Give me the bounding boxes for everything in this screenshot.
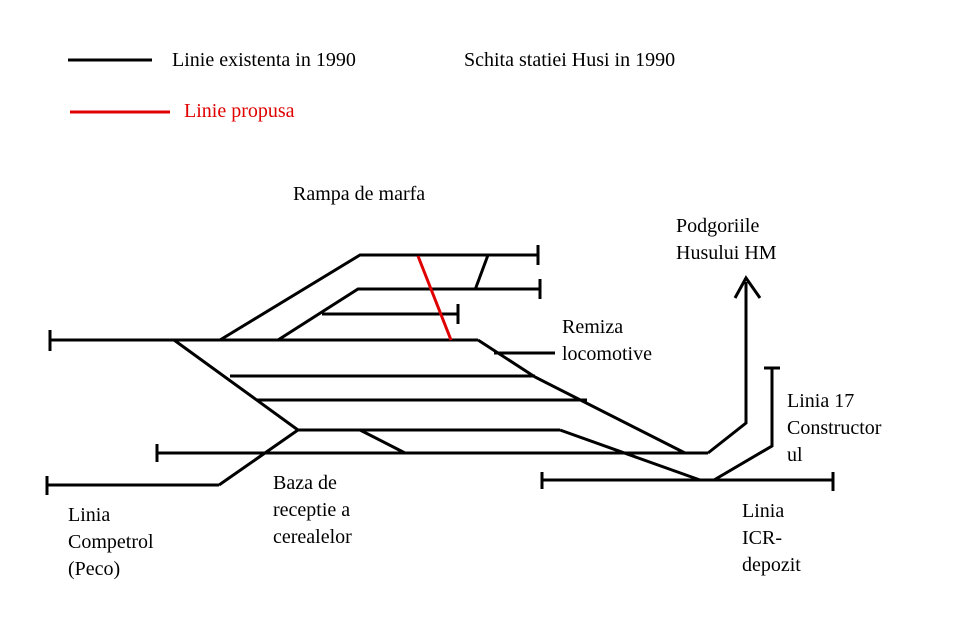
label-competrol — [68, 502, 154, 583]
label-competrol-line-1: Linia — [68, 504, 111, 526]
label-icr-line-3: depozit — [742, 554, 801, 576]
yard-connector — [560, 430, 700, 480]
label-linia17-line-2: Constructor — [787, 417, 882, 439]
label-baza-line-1: Baza de — [273, 472, 337, 494]
label-competrol-line-3: (Peco) — [68, 558, 121, 580]
label-podgoriile-line-2: Husului HM — [676, 242, 777, 264]
yard-west-diagonal — [174, 340, 298, 485]
legend-existing-label: Linie existenta in 1990 — [172, 49, 356, 71]
podgoriile-branch — [708, 282, 746, 453]
legend-proposed-label: Linie propusa — [184, 100, 295, 122]
proposed-tracks — [418, 256, 451, 340]
label-linia17-line-3: ul — [787, 444, 803, 466]
existing-tracks — [47, 245, 833, 495]
label-remiza-line-2: locomotive — [562, 343, 652, 365]
label-podgoriile — [676, 213, 777, 267]
label-baza-line-3: cerealelor — [273, 526, 352, 548]
label-podgoriile-line-1: Podgoriile — [676, 215, 760, 237]
label-icr-line-2: ICR- — [742, 527, 782, 549]
label-remiza — [562, 314, 652, 368]
legend-lines — [68, 60, 170, 112]
label-remiza-line-1: Remiza — [562, 316, 624, 338]
label-icr — [742, 498, 801, 579]
proposed-line — [418, 256, 451, 340]
label-icr-line-1: Linia — [742, 500, 785, 522]
label-baza — [273, 470, 352, 551]
baza-spur — [360, 430, 405, 453]
label-linia17-line-1: Linia 17 — [787, 390, 855, 412]
ramp-siding-1-spur — [475, 255, 488, 290]
label-rampa: Rampa de marfa — [293, 183, 426, 205]
label-linia17 — [787, 388, 881, 469]
label-baza-line-2: receptie a — [273, 499, 351, 521]
diagram-title: Schita statiei Husi in 1990 — [464, 49, 676, 71]
label-competrol-line-2: Competrol — [68, 531, 154, 553]
ramp-siding-1 — [220, 255, 538, 340]
